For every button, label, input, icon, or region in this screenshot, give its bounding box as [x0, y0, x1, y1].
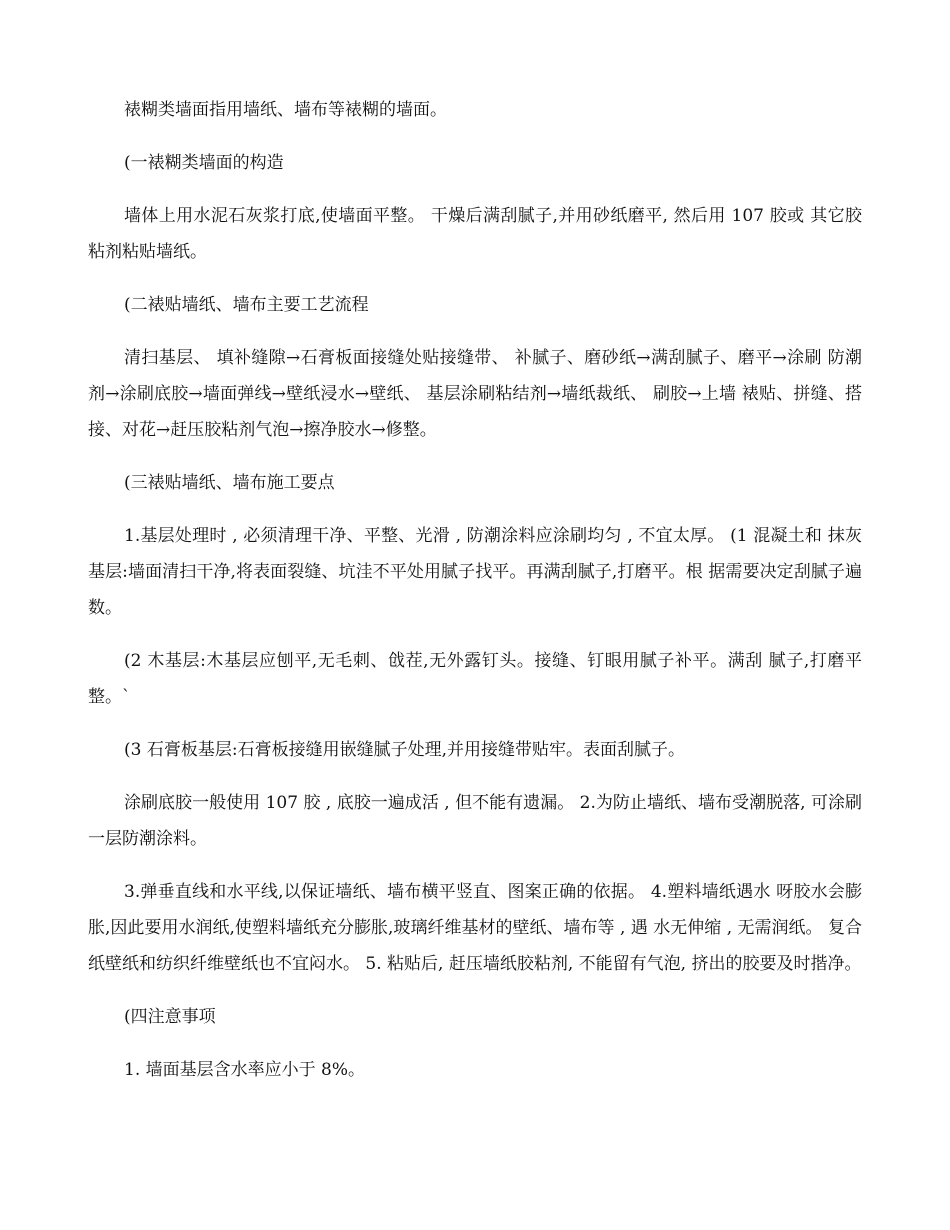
paragraph-lines-and-wetting: 3.弹垂直线和水平线,以保证墙纸、墙布横平竖直、图案正确的依据。 4.塑料墙纸遇水 呀胶水会膨胀,因此要用水润纸,使塑料墙纸充分膨胀,玻璃纤维基材的壁纸、墙布等 , 遇 水无伸缩 , 无需润纸。 复合纸壁纸和纺织纤维壁纸也不宜闷水。 5. 粘贴后, 赶压墙纸胶粘剂, 不能留有气泡, 挤出的胶要及时揩净。: [88, 882, 862, 974]
paragraph-gypsum-base: (3 石膏板基层:石膏板接缝用嵌缝腻子处理,并用接缝带贴牢。表面刮腻子。: [124, 740, 685, 760]
section-heading-notes: (四注意事项: [124, 1007, 216, 1027]
section-heading-construction: (一裱糊类墙面的构造: [124, 153, 284, 173]
paragraph-moisture-note: 1. 墙面基层含水率应小于 8%。: [124, 1060, 365, 1080]
paragraph-base-treatment: 1.基层处理时 , 必须清理干净、平整、光滑 , 防潮涂料应涂刷均匀 , 不宜太厚。 (1 混凝土和 抹灰基层:墙面清扫干净,将表面裂缝、坑洼不平处用腻子找平。再满刮腻子,打磨平。根 据需要决定刮腻子遍数。: [88, 526, 862, 618]
section-heading-key-points: (三裱贴墙纸、墙布施工要点: [124, 473, 335, 493]
section-heading-process: (二裱贴墙纸、墙布主要工艺流程: [124, 295, 369, 315]
paragraph-intro: 裱糊类墙面指用墙纸、墙布等裱糊的墙面。: [124, 100, 447, 120]
paragraph-wood-base: (2 木基层:木基层应刨平,无毛刺、戗茬,无外露钉头。接缝、钉眼用腻子补平。满刮 腻子,打磨平整。`: [88, 651, 862, 707]
paragraph-process-flow: 清扫基层、 填补缝隙→石膏板面接缝处贴接缝带、 补腻子、磨砂纸→满刮腻子、磨平→涂刷 防潮剂→涂刷底胶→墙面弹线→壁纸浸水→壁纸、 基层涂刷粘结剂→墙纸裁纸、 刷胶→上墙 裱贴、拼缝、搭接、对花→赶压胶粘剂气泡→擦净胶水→修整。: [88, 348, 862, 440]
document-body: [88, 92, 862, 1105]
paragraph-primer: 涂刷底胶一般使用 107 胶 , 底胶一遍成活 , 但不能有遗漏。 2.为防止墙纸、墙布受潮脱落, 可涂刷一层防潮涂料。: [88, 793, 862, 849]
paragraph-construction: 墙体上用水泥石灰浆打底,使墙面平整。 干燥后满刮腻子,并用砂纸磨平, 然后用 107 胶或 其它胶粘剂粘贴墙纸。: [88, 206, 862, 262]
